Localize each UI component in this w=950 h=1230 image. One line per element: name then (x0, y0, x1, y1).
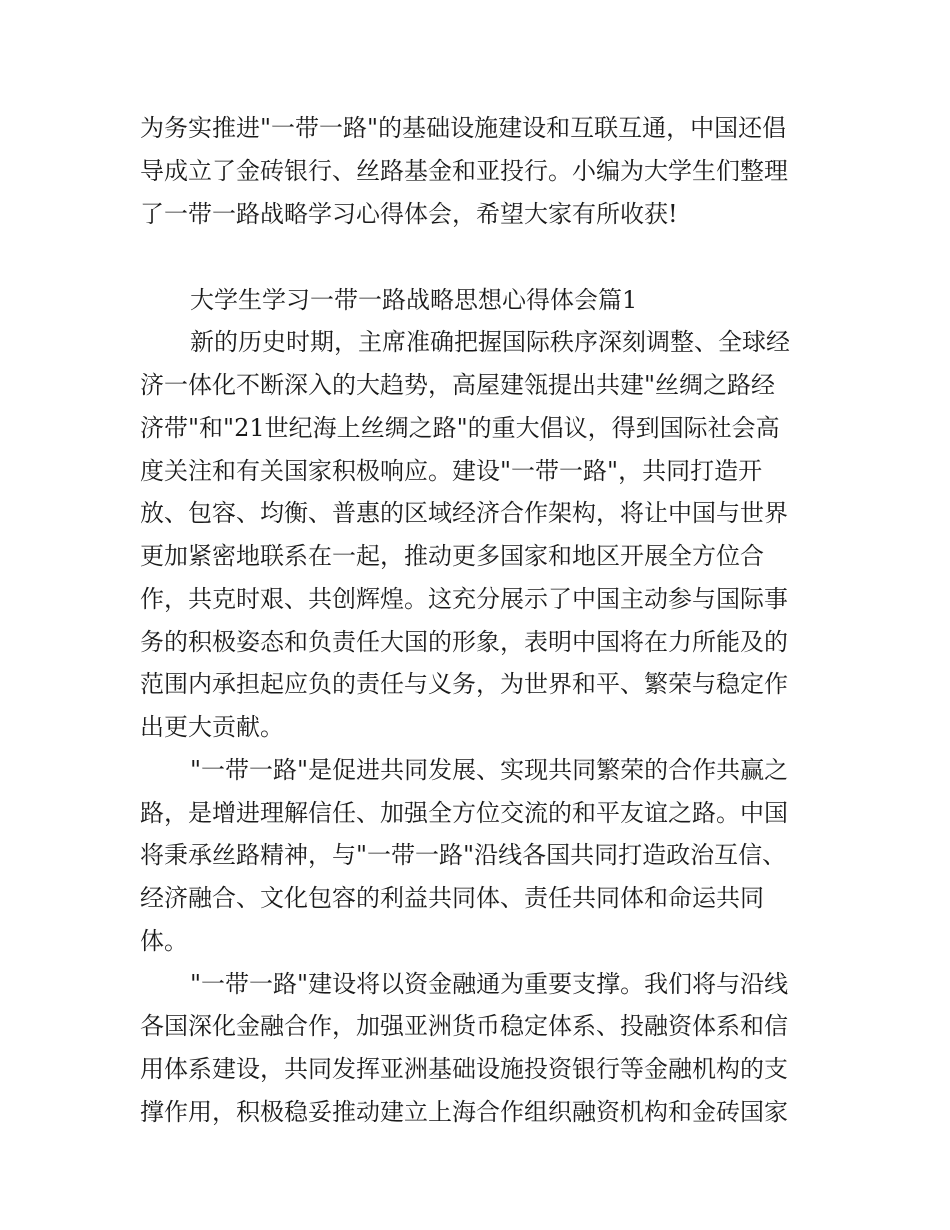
section-title: 大学生学习一带一路战略思想心得体会篇1 (190, 286, 638, 314)
paragraph-line: 路，是增进理解信任、加强全方位交流的和平友谊之路。中国 (140, 799, 788, 827)
intro-line: 导成立了金砖银行、丝路基金和亚投行。小编为大学生们整理 (140, 157, 788, 185)
paragraph-line: 范围内承担起应负的责任与义务，为世界和平、繁荣与稳定作 (140, 670, 788, 698)
paragraph-line: 度关注和有关国家积极响应。建设"一带一路"，共同打造开 (140, 457, 763, 485)
paragraph-line: 放、包容、均衡、普惠的区域经济合作架构，将让中国与世界 (140, 499, 788, 527)
paragraph-line: 经济融合、文化包容的利益共同体、责任共同体和命运共同 (140, 884, 764, 912)
intro-line: 了一带一路战略学习心得体会，希望大家有所收获! (140, 200, 678, 228)
paragraph-line: "一带一路"是促进共同发展、实现共同繁荣的合作共赢之 (190, 756, 789, 784)
paragraph-line: 济一体化不断深入的大趋势，高屋建瓴提出共建"丝绸之路经 (140, 371, 776, 399)
paragraph-line: 出更大贡献。 (140, 713, 284, 741)
paragraph-line: 济带"和"21世纪海上丝绸之路"的重大倡议，得到国际社会高 (140, 414, 780, 442)
paragraph-line: 新的历史时期，主席准确把握国际秩序深刻调整、全球经 (190, 328, 790, 356)
paragraph-line: 各国深化金融合作，加强亚洲货币稳定体系、投融资体系和信 (140, 1012, 788, 1040)
intro-line: 为务实推进"一带一路"的基础设施建设和互联互通，中国还倡 (140, 114, 787, 142)
paragraph-line: "一带一路"建设将以资金融通为重要支撑。我们将与沿线 (190, 970, 789, 998)
paragraph-line: 更加紧密地联系在一起，推动更多国家和地区开展全方位合 (140, 542, 764, 570)
paragraph-line: 作，共克时艰、共创辉煌。这充分展示了中国主动参与国际事 (140, 585, 788, 613)
paragraph-line: 撑作用，积极稳妥推动建立上海合作组织融资机构和金砖国家 (140, 1098, 788, 1126)
paragraph-line: 将秉承丝路精神，与"一带一路"沿线各国共同打造政治互信、 (140, 841, 787, 869)
paragraph-line: 务的积极姿态和负责任大国的形象，表明中国将在力所能及的 (140, 628, 788, 656)
paragraph-line: 用体系建设，共同发挥亚洲基础设施投资银行等金融机构的支 (140, 1055, 788, 1083)
paragraph-line: 体。 (140, 927, 188, 955)
